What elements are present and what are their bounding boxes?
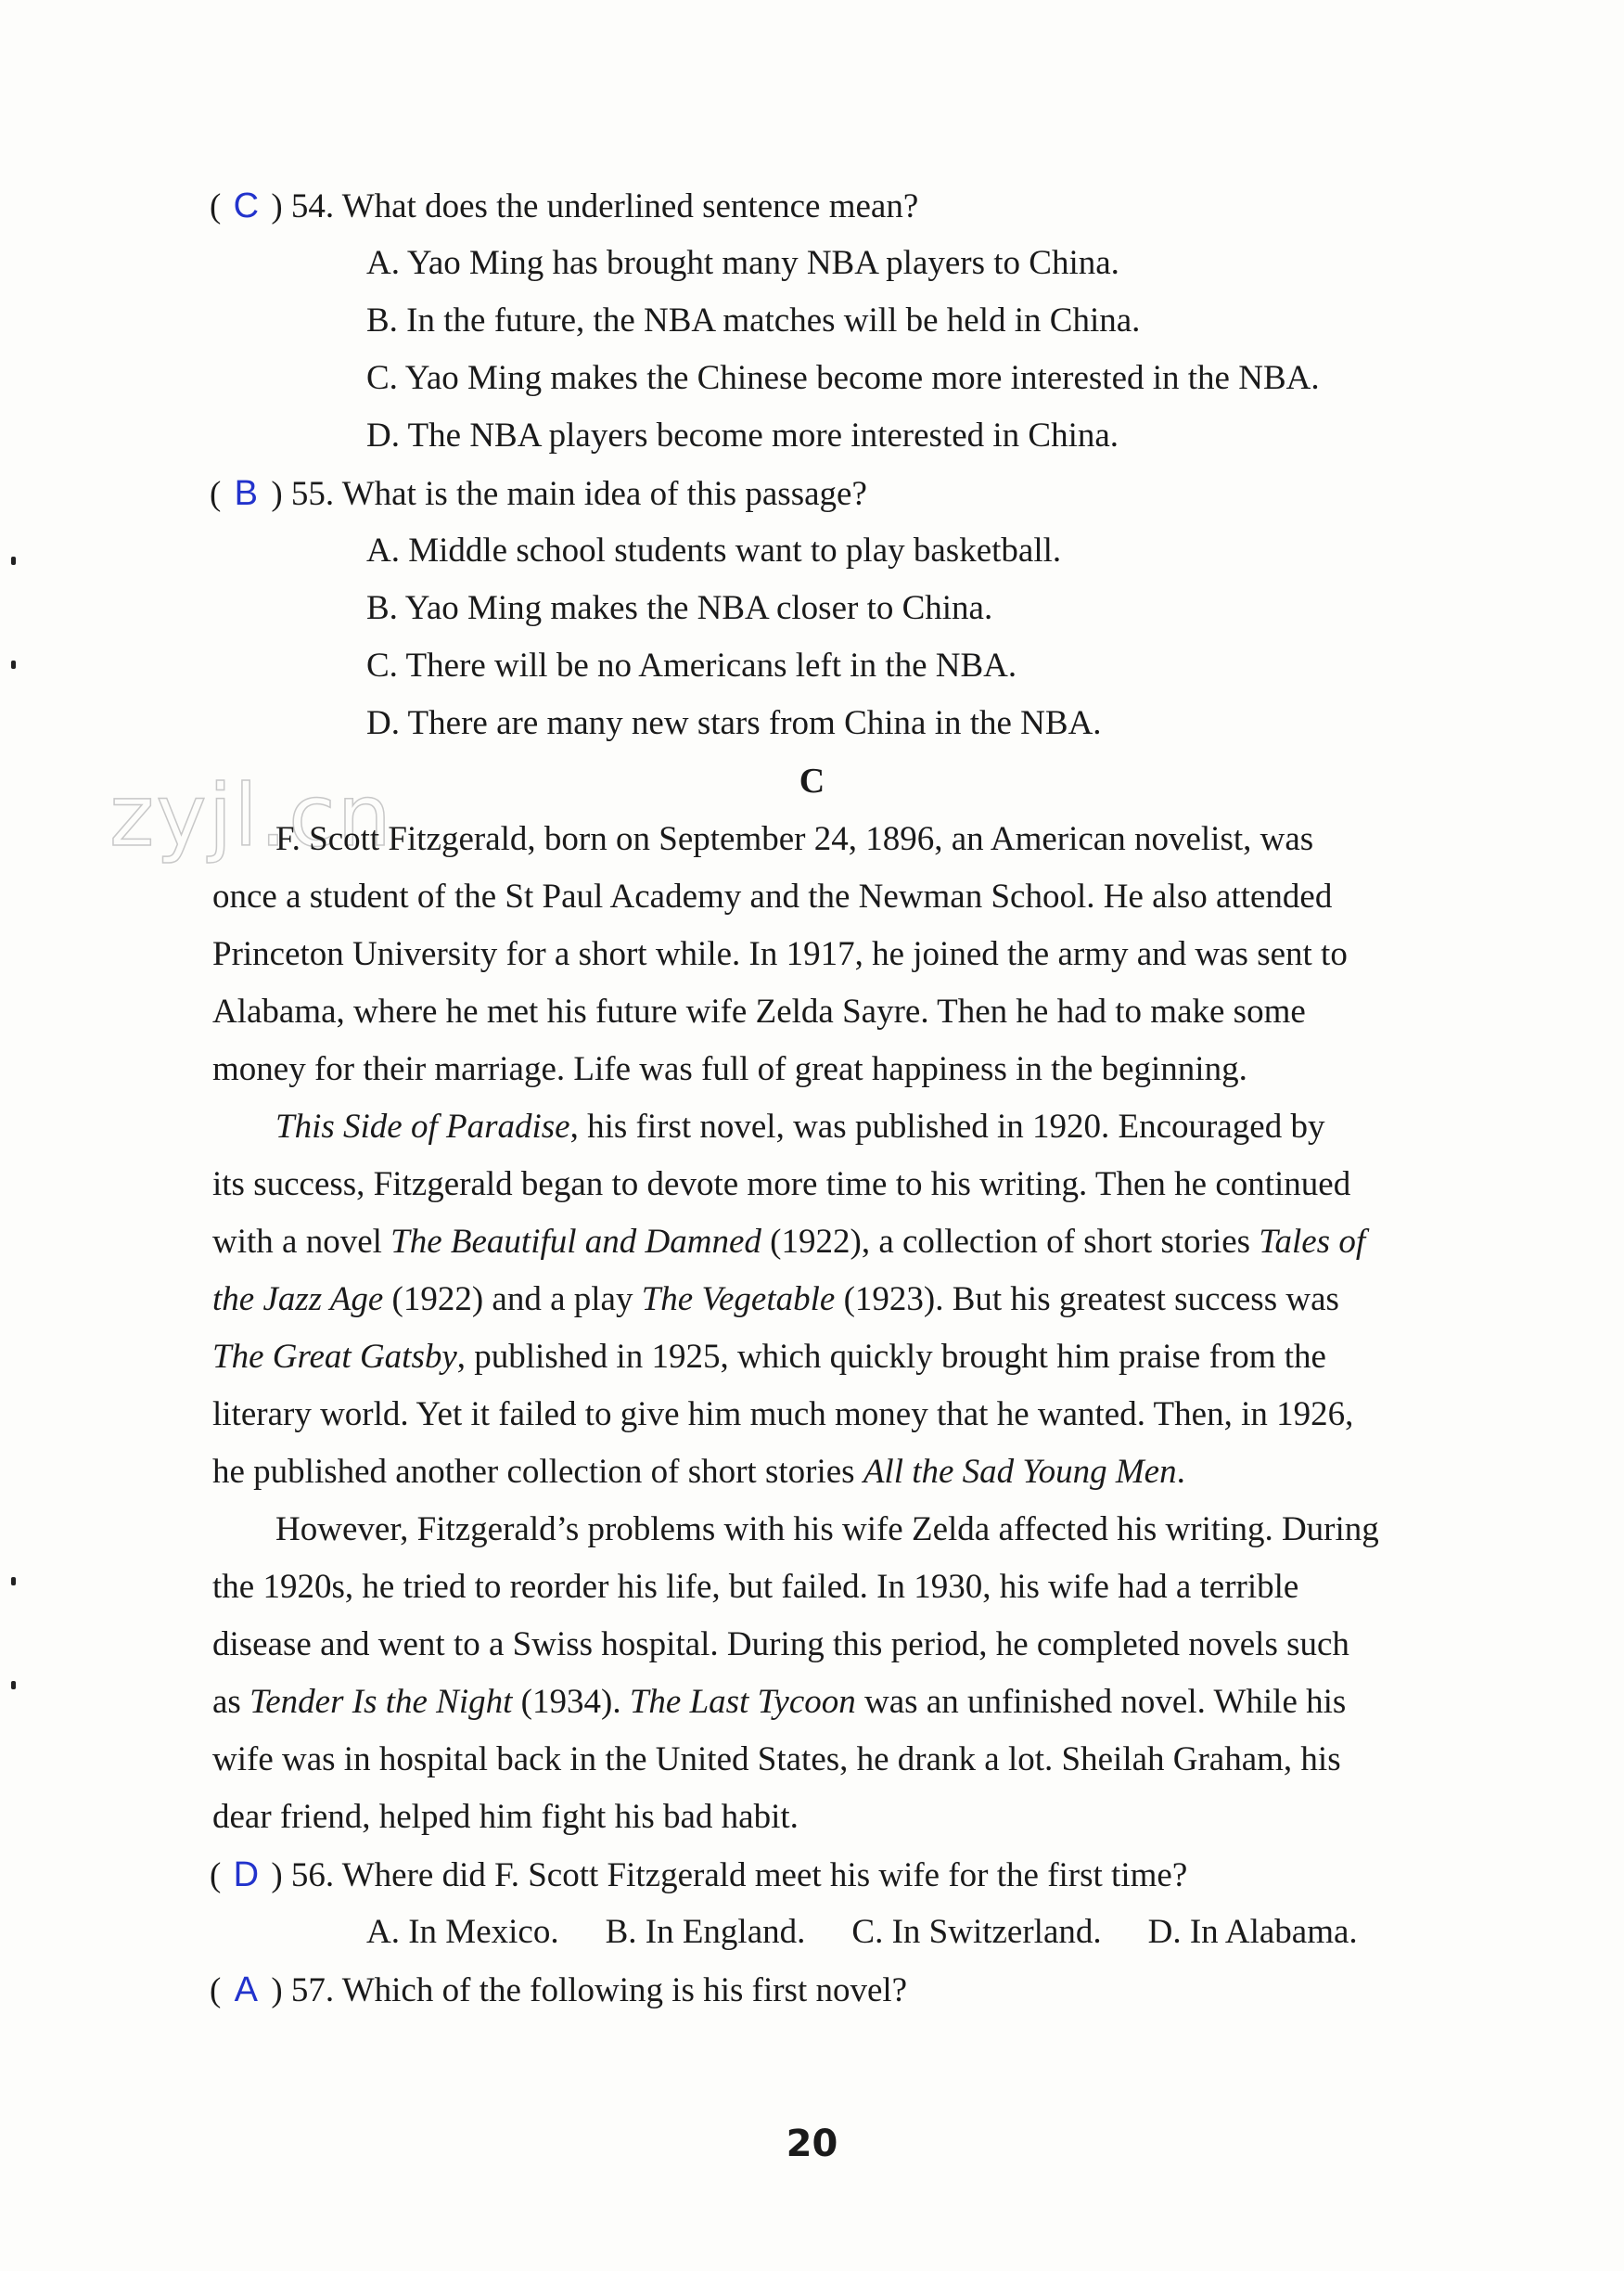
margin-dot: [11, 661, 16, 669]
book-title: Tender Is the Night: [249, 1683, 513, 1721]
passage-line: money for their marriage. Life was full of great happiness in the beginning.: [212, 1050, 1247, 1088]
question-56: ( D ) 56. Where did F. Scott Fitzgerald meet his wife for the first time?: [210, 1855, 1188, 1894]
book-title: The Vegetable: [641, 1280, 836, 1318]
book-title: the Jazz Age: [212, 1280, 384, 1318]
option-55-d: D. There are many new stars from China in the NBA.: [366, 704, 1102, 742]
question-54-text: ) 54. What does the underlined sentence mean?: [271, 187, 919, 225]
question-57-text: ) 57. Which of the following is his first novel?: [271, 1971, 908, 2009]
question-55-text: ) 55. What is the main idea of this passage?: [271, 475, 867, 513]
passage-line: with a novel The Beautiful and Damned (1922), a collection of short stories Tales of: [212, 1223, 1366, 1261]
question-57: ( A ) 57. Which of the following is his first novel?: [210, 1970, 908, 2009]
passage-line: wife was in hospital back in the United States, he drank a lot. Sheilah Graham, his: [212, 1740, 1341, 1778]
option-54-a: A. Yao Ming has brought many NBA players to China.: [366, 244, 1119, 282]
page-number: 20: [786, 2123, 838, 2165]
passage-line: disease and went to a Swiss hospital. During this period, he completed novels such: [212, 1625, 1349, 1663]
answer-56: D: [233, 1855, 260, 1894]
option-55-c: C. There will be no Americans left in the NBA.: [366, 647, 1017, 685]
question-54: ( C ) 54. What does the underlined sentence mean?: [210, 186, 919, 225]
passage-line: its success, Fitzgerald began to devote more time to his writing. Then he continued: [212, 1165, 1351, 1203]
passage-line: This Side of Paradise, his first novel, was published in 1920. Encouraged by: [275, 1108, 1325, 1146]
passage-line: Princeton University for a short while. In 1917, he joined the army and was sent to: [212, 935, 1348, 973]
margin-dot: [11, 557, 16, 565]
passage-line: the 1920s, he tried to reorder his life, but failed. In 1930, his wife had a terrible: [212, 1568, 1299, 1606]
option-56-d: D. In Alabama.: [1147, 1913, 1358, 1951]
passage-line: he published another collection of short stories All the Sad Young Men.: [212, 1453, 1185, 1491]
option-56-b: B. In England.: [605, 1913, 806, 1951]
option-54-b: B. In the future, the NBA matches will be held in China.: [366, 302, 1141, 340]
margin-dot: [11, 1681, 16, 1689]
passage-line: once a student of the St Paul Academy and the Newman School. He also attended: [212, 878, 1333, 916]
book-title: Tales of: [1259, 1223, 1366, 1261]
option-55-a: A. Middle school students want to play basketball.: [366, 532, 1062, 570]
book-title: The Last Tycoon: [629, 1683, 856, 1721]
section-heading: C: [799, 762, 825, 801]
book-title: The Beautiful and Damned: [390, 1223, 761, 1261]
option-54-d: D. The NBA players become more interested in China.: [366, 417, 1119, 455]
question-56-text: ) 56. Where did F. Scott Fitzgerald meet his wife for the first time?: [271, 1856, 1188, 1894]
book-title: This Side of Paradise: [275, 1108, 570, 1146]
answer-55: B: [234, 474, 258, 513]
book-title: The Great Gatsby: [212, 1338, 457, 1376]
passage-line: dear friend, helped him fight his bad habit.: [212, 1798, 799, 1836]
passage-line: The Great Gatsby, published in 1925, which quickly brought him praise from the: [212, 1338, 1326, 1376]
option-56-a: A. In Mexico.: [366, 1913, 559, 1951]
passage-line: literary world. Yet it failed to give him much money that he wanted. Then, in 1926,: [212, 1395, 1354, 1433]
watermark: zyjl.cn: [109, 766, 393, 866]
option-55-b: B. Yao Ming makes the NBA closer to China.: [366, 589, 993, 627]
option-54-c: C. Yao Ming makes the Chinese become more interested in the NBA.: [366, 359, 1320, 397]
option-56-c: C. In Switzerland.: [851, 1913, 1102, 1951]
margin-dot: [11, 1577, 16, 1585]
book-title: All the Sad Young Men: [863, 1453, 1177, 1491]
question-55: ( B ) 55. What is the main idea of this passage?: [210, 474, 867, 513]
passage-line: as Tender Is the Night (1934). The Last Tycoon was an unfinished novel. While his: [212, 1683, 1347, 1721]
passage-line: F. Scott Fitzgerald, born on September 24, 1896, an American novelist, was: [275, 820, 1314, 858]
passage-line: Alabama, where he met his future wife Zelda Sayre. Then he had to make some: [212, 993, 1306, 1031]
answer-57: A: [234, 1970, 258, 2009]
passage-line: However, Fitzgerald’s problems with his wife Zelda affected his writing. During: [275, 1510, 1379, 1548]
passage-line: the Jazz Age (1922) and a play The Vegetable (1923). But his greatest success was: [212, 1280, 1339, 1318]
options-56: [366, 1912, 1358, 1953]
answer-54: C: [233, 186, 260, 225]
